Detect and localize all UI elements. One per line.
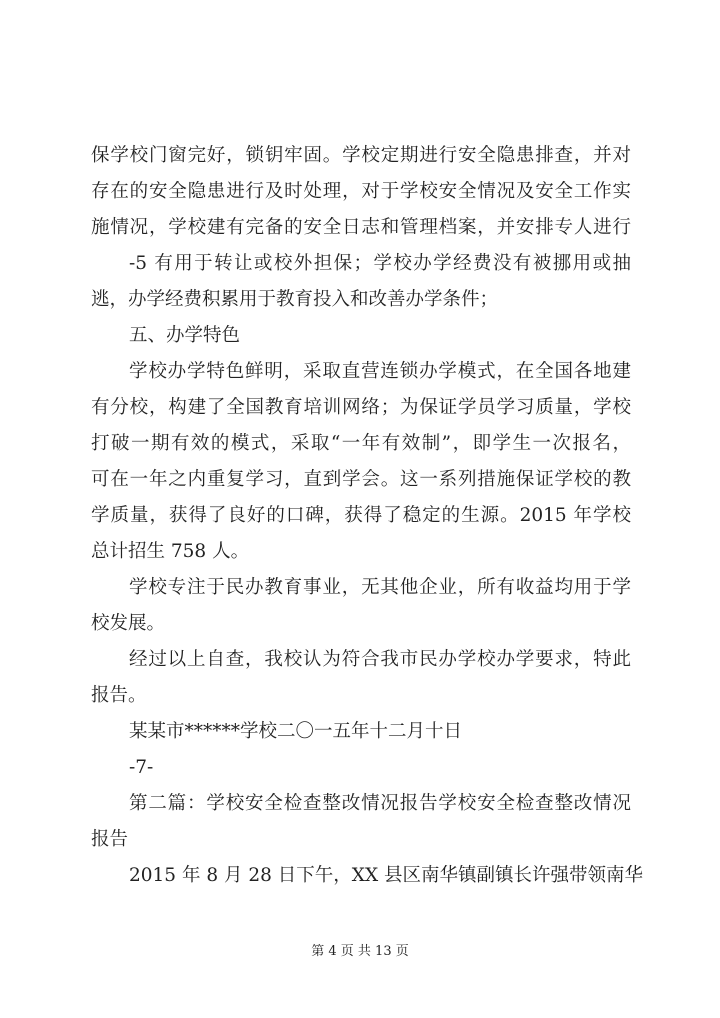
page-footer: 第 4 页 共 13 页 [311,944,409,959]
paragraph-line: 存在的安全隐患进行及时处理，对于学校安全情况及安全工作实 [91,181,631,202]
paragraph-line: 报告。 [91,685,147,706]
paragraph-line: 学校办学特色鲜明，采取直营连锁办学模式，在全国各地建 [129,361,631,382]
paragraph-line: 学校专注于民办教育事业，无其他企业，所有收益均用于学 [129,577,631,598]
paragraph-line: 打破一期有效的模式，采取“一年有效制”，即学生一次报名， [91,433,631,454]
paragraph-line: -5 有用于转让或校外担保；学校办学经费没有被挪用或抽 [129,253,631,274]
paragraph-line: 校发展。 [91,613,166,634]
paragraph-line: 施情况，学校建有完备的安全日志和管理档案，并安排专人进行 [91,217,631,238]
signature-line: 某某市******学校二〇一五年十二月十日 [129,721,463,742]
chapter-title: 报告 [91,829,129,850]
paragraph-line: 2015 年 8 月 28 日下午，XX 县区南华镇副镇长许强带领南华 [129,865,644,886]
chapter-title: 第二篇：学校安全检查整改情况报告学校安全检查整改情况 [129,793,631,814]
paragraph-line: 经过以上自查，我校认为符合我市民办学校办学要求，特此 [129,649,631,670]
page-marker: -7- [129,757,154,778]
paragraph-line: 可在一年之内重复学习，直到学会。这一系列措施保证学校的教 [91,469,631,490]
paragraph-line: 学质量，获得了良好的口碑，获得了稳定的生源。2015 年学校 [91,505,631,526]
paragraph-line: 保学校门窗完好，锁钥牢固。学校定期进行安全隐患排查，并对 [91,145,631,166]
section-heading: 五、办学特色 [129,325,241,346]
paragraph-line: 总计招生 758 人。 [91,541,250,562]
paragraph-line: 逃，办学经费积累用于教育投入和改善办学条件； [91,289,499,310]
document-body [91,138,644,894]
paragraph-line: 有分校，构建了全国教育培训网络；为保证学员学习质量，学校 [91,397,631,418]
